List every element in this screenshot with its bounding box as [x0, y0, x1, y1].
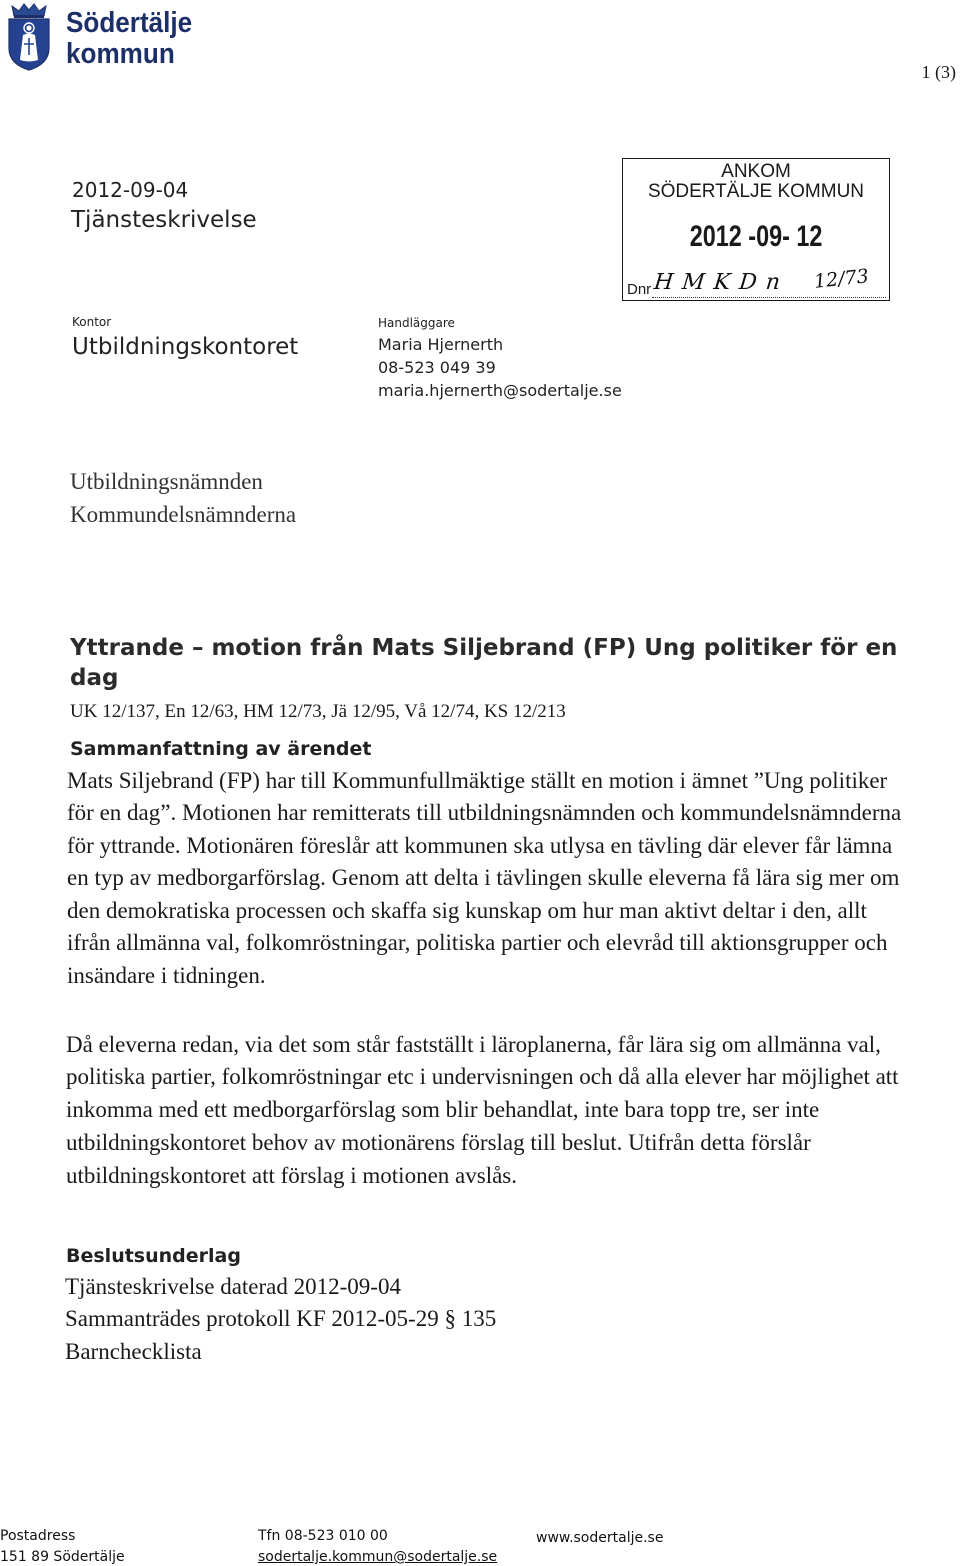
- basis-heading: Beslutsunderlag: [66, 1245, 241, 1267]
- stamp-dnr-label: Dnr: [627, 281, 652, 298]
- reference-numbers: UK 12/137, En 12/63, HM 12/73, Jä 12/95, Vå 12/74, KS 12/213: [70, 701, 566, 722]
- coat-of-arms-icon: [6, 2, 52, 72]
- recipient: Utbildningsnämnden: [70, 468, 263, 494]
- basis-list: [65, 1271, 496, 1369]
- basis-item: Sammanträdes protokoll KF 2012-05-29 § 135: [65, 1306, 497, 1332]
- text-line: ifrån allmänna val, folkomröstningar, politiska partier och elevråd till aktionsgrupper och: [67, 930, 888, 956]
- stamp-status: ANKOM: [721, 161, 791, 182]
- footer-phone: Tfn 08-523 010 00: [258, 1528, 388, 1544]
- stamp-dnr-handwritten-code: HMKDn: [652, 270, 791, 295]
- footer-postal-label: Postadress: [0, 1528, 76, 1544]
- footer-website: www.sodertalje.se: [536, 1530, 664, 1546]
- handler-label: Handläggare: [378, 316, 455, 330]
- text-line: den demokratiska processen och skaffa sig kunskap om hur man aktivt deltar i den, allt: [67, 897, 867, 923]
- document-type: Tjänsteskrivelse: [71, 207, 257, 233]
- recipient: Kommundelsnämnderna: [70, 501, 297, 527]
- basis-item: Barnchecklista: [65, 1338, 202, 1364]
- text-line: utbildningskontoret att förslag i motionen avslås.: [66, 1162, 517, 1188]
- stamp-dnr-handwritten-number: 12/73: [813, 265, 870, 293]
- handler-email: maria.hjernerth@sodertalje.se: [378, 380, 622, 400]
- summary-paragraph: [67, 765, 901, 993]
- title-line: Yttrande – motion från Mats Siljebrand (FP) Ung politiker för en: [70, 635, 898, 661]
- stamp-organization: SÖDERTÄLJE KOMMUN: [647, 181, 865, 202]
- summary-heading: Sammanfattning av ärendet: [70, 738, 372, 760]
- text-line: Mats Siljebrand (FP) har till Kommunfullmäktige ställt en motion i ämnet ”Ung politiker: [67, 767, 888, 793]
- office-name: Utbildningskontoret: [72, 334, 299, 360]
- document-date: 2012-09-04: [72, 178, 189, 202]
- document-title: [70, 633, 897, 693]
- basis-item: Tjänsteskrivelse daterad 2012-09-04: [65, 1273, 401, 1299]
- municipality-name-line2: kommun: [66, 38, 175, 70]
- handler-contact: [378, 333, 622, 402]
- footer-postal-address: 151 89 Södertälje: [0, 1549, 125, 1565]
- stamp-date: 2012 -09- 12: [689, 220, 823, 253]
- assessment-paragraph: [66, 1029, 899, 1193]
- text-line: Då eleverna redan, via det som står fastställt i läroplanerna, får lära sig om allmänna val,: [66, 1031, 881, 1057]
- page-number: 1 (3): [921, 62, 956, 82]
- municipality-name-line1: Södertälje: [66, 7, 193, 39]
- text-line: politiska partier, folkomröstningar etc i undervisningen och då alla elever har möjlighet att: [66, 1064, 899, 1090]
- text-line: utbildningskontoret behov av motionärens förslag till beslut. Utifrån detta förslår: [66, 1129, 811, 1155]
- recipients: [70, 465, 296, 531]
- text-line: för yttrande. Motionären föreslår att kommunen ska utlysa en tävling där elever får lämna: [67, 832, 893, 858]
- text-line: för en dag”. Motionen har remitterats till utbildningsnämnden och kommundelsnämnderna: [67, 800, 902, 826]
- title-line: dag: [70, 665, 119, 691]
- text-line: inkomma med ett medborgarförslag som blir behandlat, inte bara topp tre, ser inte: [66, 1097, 820, 1123]
- stamp-date-wrapper: [622, 220, 890, 254]
- handler-name: Maria Hjernerth: [378, 334, 504, 354]
- office-label: Kontor: [72, 315, 112, 329]
- text-line: en typ av medborgarförslag. Genom att delta i tävlingen skulle eleverna få lära sig mer om: [67, 865, 900, 891]
- handler-phone: 08-523 049 39: [378, 357, 496, 377]
- text-line: insändare i tidningen.: [67, 962, 266, 988]
- footer-email-link[interactable]: sodertalje.kommun@sodertalje.se: [258, 1549, 498, 1565]
